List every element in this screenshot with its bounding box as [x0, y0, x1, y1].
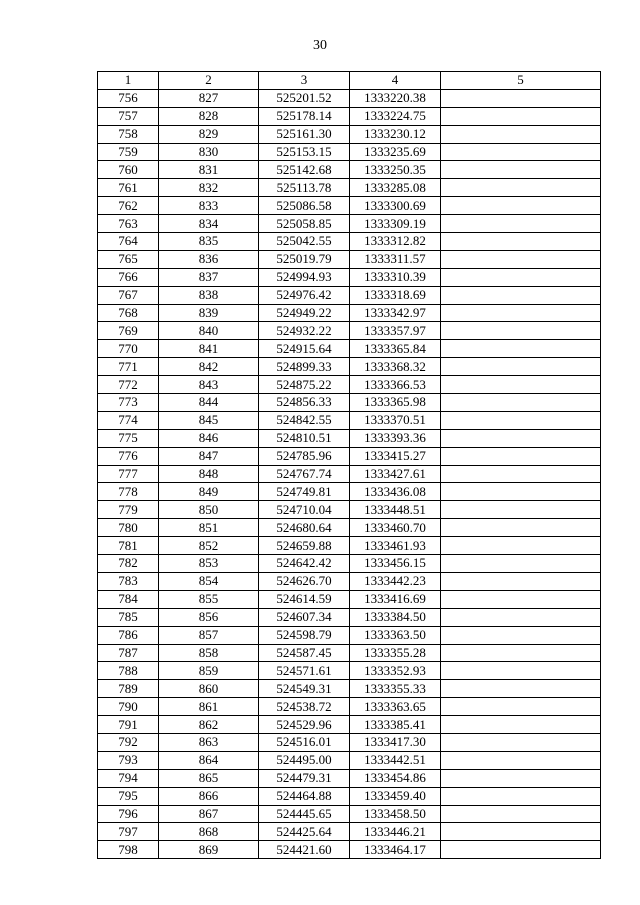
table-cell-col-5	[441, 841, 601, 859]
table-cell-col-4: 1333461.93	[350, 537, 441, 555]
table-cell-col-5	[441, 322, 601, 340]
table-row	[98, 286, 601, 304]
column-header-4: 4	[350, 72, 441, 90]
column-header-3: 3	[259, 72, 350, 90]
table-row	[98, 501, 601, 519]
page-number: 30	[313, 38, 327, 53]
table-cell-col-2: 853	[159, 555, 259, 573]
table-row	[98, 394, 601, 412]
table-cell-col-4: 1333448.51	[350, 501, 441, 519]
table-cell-col-1: 794	[98, 769, 159, 787]
table-cell-col-2: 839	[159, 304, 259, 322]
table-cell-col-5	[441, 698, 601, 716]
table-cell-col-1: 791	[98, 716, 159, 734]
table-cell-col-2: 828	[159, 107, 259, 125]
table-row	[98, 698, 601, 716]
table-cell-col-3: 524614.59	[259, 590, 350, 608]
table-cell-col-2: 849	[159, 483, 259, 501]
table-cell-col-1: 771	[98, 358, 159, 376]
table-row	[98, 125, 601, 143]
table-cell-col-5	[441, 501, 601, 519]
table-cell-col-1: 761	[98, 179, 159, 197]
table-cell-col-2: 838	[159, 286, 259, 304]
table-cell-col-5	[441, 680, 601, 698]
table-cell-col-1: 764	[98, 233, 159, 251]
table-row	[98, 805, 601, 823]
table-cell-col-1: 756	[98, 89, 159, 107]
table-cell-col-4: 1333300.69	[350, 197, 441, 215]
table-row	[98, 644, 601, 662]
table-cell-col-2: 855	[159, 590, 259, 608]
table-cell-col-2: 831	[159, 161, 259, 179]
table-cell-col-5	[441, 555, 601, 573]
table-cell-col-4: 1333352.93	[350, 662, 441, 680]
table-cell-col-1: 797	[98, 823, 159, 841]
table-cell-col-1: 768	[98, 304, 159, 322]
table-cell-col-3: 524680.64	[259, 519, 350, 537]
table-cell-col-4: 1333459.40	[350, 787, 441, 805]
table-cell-col-5	[441, 483, 601, 501]
table-cell-col-1: 793	[98, 751, 159, 769]
table-cell-col-3: 524842.55	[259, 411, 350, 429]
table-cell-col-1: 777	[98, 465, 159, 483]
table-cell-col-4: 1333310.39	[350, 268, 441, 286]
table-row	[98, 161, 601, 179]
table-cell-col-5	[441, 716, 601, 734]
table-cell-col-2: 865	[159, 769, 259, 787]
table-body	[98, 89, 601, 858]
table-cell-col-3: 524495.00	[259, 751, 350, 769]
table-cell-col-1: 763	[98, 215, 159, 233]
coordinates-table	[97, 71, 601, 859]
table-row	[98, 555, 601, 573]
table-row	[98, 268, 601, 286]
table-header-row	[98, 72, 601, 90]
table-cell-col-1: 788	[98, 662, 159, 680]
table-cell-col-2: 851	[159, 519, 259, 537]
table-cell-col-5	[441, 233, 601, 251]
table-cell-col-4: 1333355.33	[350, 680, 441, 698]
table-cell-col-3: 524899.33	[259, 358, 350, 376]
table-cell-col-3: 524607.34	[259, 608, 350, 626]
table-cell-col-3: 524710.04	[259, 501, 350, 519]
table-cell-col-5	[441, 537, 601, 555]
table-cell-col-4: 1333442.23	[350, 572, 441, 590]
table-cell-col-3: 525142.68	[259, 161, 350, 179]
table-cell-col-4: 1333415.27	[350, 447, 441, 465]
table-cell-col-4: 1333436.08	[350, 483, 441, 501]
table-row	[98, 787, 601, 805]
table-cell-col-3: 524642.42	[259, 555, 350, 573]
table-cell-col-4: 1333312.82	[350, 233, 441, 251]
table-cell-col-4: 1333446.21	[350, 823, 441, 841]
column-header-1: 1	[98, 72, 159, 90]
table-cell-col-2: 850	[159, 501, 259, 519]
table-cell-col-2: 834	[159, 215, 259, 233]
table-cell-col-5	[441, 769, 601, 787]
table-cell-col-5	[441, 286, 601, 304]
table-cell-col-1: 758	[98, 125, 159, 143]
table-row	[98, 215, 601, 233]
table-cell-col-2: 843	[159, 376, 259, 394]
table-cell-col-2: 848	[159, 465, 259, 483]
table-cell-col-5	[441, 626, 601, 644]
table-row	[98, 304, 601, 322]
table-cell-col-2: 833	[159, 197, 259, 215]
table-cell-col-3: 524749.81	[259, 483, 350, 501]
table-cell-col-4: 1333393.36	[350, 429, 441, 447]
table-cell-col-4: 1333250.35	[350, 161, 441, 179]
table-cell-col-5	[441, 805, 601, 823]
table-row	[98, 733, 601, 751]
table-cell-col-3: 525178.14	[259, 107, 350, 125]
table-cell-col-4: 1333363.65	[350, 698, 441, 716]
table-cell-col-1: 785	[98, 608, 159, 626]
table-cell-col-3: 524785.96	[259, 447, 350, 465]
table-cell-col-4: 1333224.75	[350, 107, 441, 125]
table-row	[98, 89, 601, 107]
table-cell-col-2: 862	[159, 716, 259, 734]
table-row	[98, 662, 601, 680]
table-cell-col-2: 837	[159, 268, 259, 286]
table-cell-col-4: 1333311.57	[350, 250, 441, 268]
table-cell-col-5	[441, 161, 601, 179]
table-cell-col-2: 840	[159, 322, 259, 340]
table-cell-col-5	[441, 340, 601, 358]
table-row	[98, 358, 601, 376]
table-cell-col-5	[441, 465, 601, 483]
table-cell-col-3: 524421.60	[259, 841, 350, 859]
table-cell-col-1: 769	[98, 322, 159, 340]
table-row	[98, 233, 601, 251]
table-cell-col-3: 524767.74	[259, 465, 350, 483]
table-cell-col-1: 792	[98, 733, 159, 751]
table-row	[98, 769, 601, 787]
table-cell-col-1: 759	[98, 143, 159, 161]
table-cell-col-4: 1333460.70	[350, 519, 441, 537]
table-cell-col-3: 525042.55	[259, 233, 350, 251]
table-cell-col-1: 767	[98, 286, 159, 304]
table-cell-col-4: 1333427.61	[350, 465, 441, 483]
table-cell-col-4: 1333230.12	[350, 125, 441, 143]
table-row	[98, 143, 601, 161]
table-cell-col-4: 1333370.51	[350, 411, 441, 429]
table-cell-col-5	[441, 572, 601, 590]
table-cell-col-2: 846	[159, 429, 259, 447]
table-cell-col-4: 1333220.38	[350, 89, 441, 107]
table-cell-col-3: 524464.88	[259, 787, 350, 805]
table-cell-col-4: 1333385.41	[350, 716, 441, 734]
table-cell-col-4: 1333464.17	[350, 841, 441, 859]
table-cell-col-5	[441, 376, 601, 394]
table-cell-col-1: 798	[98, 841, 159, 859]
table-cell-col-2: 844	[159, 394, 259, 412]
table-cell-col-4: 1333417.30	[350, 733, 441, 751]
table-cell-col-1: 787	[98, 644, 159, 662]
table-row	[98, 465, 601, 483]
table-cell-col-5	[441, 394, 601, 412]
table-cell-col-5	[441, 823, 601, 841]
table-cell-col-1: 784	[98, 590, 159, 608]
table-cell-col-2: 854	[159, 572, 259, 590]
table-cell-col-5	[441, 644, 601, 662]
table-cell-col-5	[441, 787, 601, 805]
table-cell-col-3: 525201.52	[259, 89, 350, 107]
table-cell-col-2: 869	[159, 841, 259, 859]
table-cell-col-2: 832	[159, 179, 259, 197]
table-cell-col-2: 860	[159, 680, 259, 698]
table-cell-col-2: 866	[159, 787, 259, 805]
table-cell-col-2: 835	[159, 233, 259, 251]
table-cell-col-4: 1333363.50	[350, 626, 441, 644]
table-cell-col-3: 524598.79	[259, 626, 350, 644]
table-cell-col-1: 773	[98, 394, 159, 412]
table-cell-col-3: 524571.61	[259, 662, 350, 680]
table-row	[98, 179, 601, 197]
table-cell-col-2: 864	[159, 751, 259, 769]
table-cell-col-5	[441, 358, 601, 376]
table-cell-col-1: 770	[98, 340, 159, 358]
table-cell-col-2: 836	[159, 250, 259, 268]
table-cell-col-5	[441, 590, 601, 608]
table-cell-col-2: 827	[159, 89, 259, 107]
table-cell-col-4: 1333235.69	[350, 143, 441, 161]
table-cell-col-1: 783	[98, 572, 159, 590]
table-row	[98, 411, 601, 429]
table-cell-col-1: 778	[98, 483, 159, 501]
table-cell-col-1: 765	[98, 250, 159, 268]
table-cell-col-1: 782	[98, 555, 159, 573]
table-row	[98, 626, 601, 644]
table-cell-col-4: 1333318.69	[350, 286, 441, 304]
table-cell-col-5	[441, 662, 601, 680]
table-cell-col-2: 841	[159, 340, 259, 358]
column-header-2: 2	[159, 72, 259, 90]
table-cell-col-1: 757	[98, 107, 159, 125]
table-cell-col-3: 525113.78	[259, 179, 350, 197]
table-cell-col-2: 842	[159, 358, 259, 376]
table-cell-col-4: 1333309.19	[350, 215, 441, 233]
table-cell-col-4: 1333365.84	[350, 340, 441, 358]
table-cell-col-5	[441, 215, 601, 233]
table-cell-col-5	[441, 89, 601, 107]
table-cell-col-5	[441, 411, 601, 429]
table-cell-col-2: 847	[159, 447, 259, 465]
table-cell-col-3: 524587.45	[259, 644, 350, 662]
table-row	[98, 250, 601, 268]
table-row	[98, 322, 601, 340]
table-cell-col-3: 524810.51	[259, 429, 350, 447]
table-cell-col-2: 857	[159, 626, 259, 644]
table-cell-col-5	[441, 268, 601, 286]
table-row	[98, 572, 601, 590]
table-cell-col-1: 790	[98, 698, 159, 716]
table-cell-col-1: 789	[98, 680, 159, 698]
table-cell-col-3: 525086.58	[259, 197, 350, 215]
table-cell-col-2: 863	[159, 733, 259, 751]
table-cell-col-5	[441, 197, 601, 215]
table-cell-col-1: 795	[98, 787, 159, 805]
table-cell-col-5	[441, 304, 601, 322]
table-row	[98, 751, 601, 769]
table-cell-col-1: 780	[98, 519, 159, 537]
table-cell-col-5	[441, 125, 601, 143]
table-row	[98, 590, 601, 608]
table-cell-col-3: 524538.72	[259, 698, 350, 716]
table-row	[98, 197, 601, 215]
table-cell-col-2: 858	[159, 644, 259, 662]
table-cell-col-1: 774	[98, 411, 159, 429]
table-cell-col-2: 859	[159, 662, 259, 680]
table-cell-col-1: 786	[98, 626, 159, 644]
table-cell-col-4: 1333357.97	[350, 322, 441, 340]
table-cell-col-3: 525058.85	[259, 215, 350, 233]
table-cell-col-3: 525019.79	[259, 250, 350, 268]
table-cell-col-1: 760	[98, 161, 159, 179]
table-cell-col-1: 775	[98, 429, 159, 447]
table-cell-col-3: 524549.31	[259, 680, 350, 698]
table-row	[98, 483, 601, 501]
table-row	[98, 680, 601, 698]
table-cell-col-3: 524875.22	[259, 376, 350, 394]
table-cell-col-3: 524976.42	[259, 286, 350, 304]
table-cell-col-3: 524479.31	[259, 769, 350, 787]
table-cell-col-3: 524949.22	[259, 304, 350, 322]
table-cell-col-5	[441, 143, 601, 161]
table-cell-col-1: 762	[98, 197, 159, 215]
table-cell-col-3: 524915.64	[259, 340, 350, 358]
table-cell-col-4: 1333365.98	[350, 394, 441, 412]
table-cell-col-5	[441, 733, 601, 751]
table-row	[98, 519, 601, 537]
table-cell-col-3: 524856.33	[259, 394, 350, 412]
table-cell-col-3: 525153.15	[259, 143, 350, 161]
table-cell-col-4: 1333458.50	[350, 805, 441, 823]
table-cell-col-5	[441, 519, 601, 537]
table-cell-col-1: 781	[98, 537, 159, 555]
table-cell-col-3: 524659.88	[259, 537, 350, 555]
table-cell-col-4: 1333384.50	[350, 608, 441, 626]
table-cell-col-2: 868	[159, 823, 259, 841]
table-cell-col-3: 524994.93	[259, 268, 350, 286]
table-cell-col-5	[441, 751, 601, 769]
table-cell-col-4: 1333342.97	[350, 304, 441, 322]
column-header-5: 5	[441, 72, 601, 90]
table-cell-col-5	[441, 429, 601, 447]
table-row	[98, 608, 601, 626]
table-cell-col-3: 524932.22	[259, 322, 350, 340]
table-cell-col-3: 524626.70	[259, 572, 350, 590]
table-cell-col-5	[441, 447, 601, 465]
table-cell-col-4: 1333285.08	[350, 179, 441, 197]
table-cell-col-1: 776	[98, 447, 159, 465]
table-cell-col-4: 1333442.51	[350, 751, 441, 769]
table-cell-col-3: 524425.64	[259, 823, 350, 841]
table-cell-col-3: 524516.01	[259, 733, 350, 751]
table-cell-col-4: 1333355.28	[350, 644, 441, 662]
table-cell-col-5	[441, 179, 601, 197]
table-row	[98, 429, 601, 447]
table-cell-col-3: 524445.65	[259, 805, 350, 823]
table-cell-col-3: 524529.96	[259, 716, 350, 734]
table-cell-col-5	[441, 107, 601, 125]
table-cell-col-2: 845	[159, 411, 259, 429]
table-cell-col-2: 856	[159, 608, 259, 626]
table-cell-col-2: 867	[159, 805, 259, 823]
table-cell-col-1: 766	[98, 268, 159, 286]
table-row	[98, 376, 601, 394]
table-cell-col-4: 1333456.15	[350, 555, 441, 573]
table-cell-col-1: 772	[98, 376, 159, 394]
table-cell-col-1: 796	[98, 805, 159, 823]
table-cell-col-1: 779	[98, 501, 159, 519]
table-cell-col-4: 1333366.53	[350, 376, 441, 394]
table-cell-col-2: 829	[159, 125, 259, 143]
table-cell-col-4: 1333454.86	[350, 769, 441, 787]
table-row	[98, 447, 601, 465]
table-cell-col-5	[441, 608, 601, 626]
table-cell-col-3: 525161.30	[259, 125, 350, 143]
table-cell-col-2: 852	[159, 537, 259, 555]
table-cell-col-4: 1333368.32	[350, 358, 441, 376]
table-row	[98, 716, 601, 734]
table-cell-col-2: 861	[159, 698, 259, 716]
table-cell-col-5	[441, 250, 601, 268]
table-row	[98, 340, 601, 358]
table-cell-col-4: 1333416.69	[350, 590, 441, 608]
table-row	[98, 823, 601, 841]
table-row	[98, 107, 601, 125]
table-row	[98, 841, 601, 859]
table-row	[98, 537, 601, 555]
table-cell-col-2: 830	[159, 143, 259, 161]
